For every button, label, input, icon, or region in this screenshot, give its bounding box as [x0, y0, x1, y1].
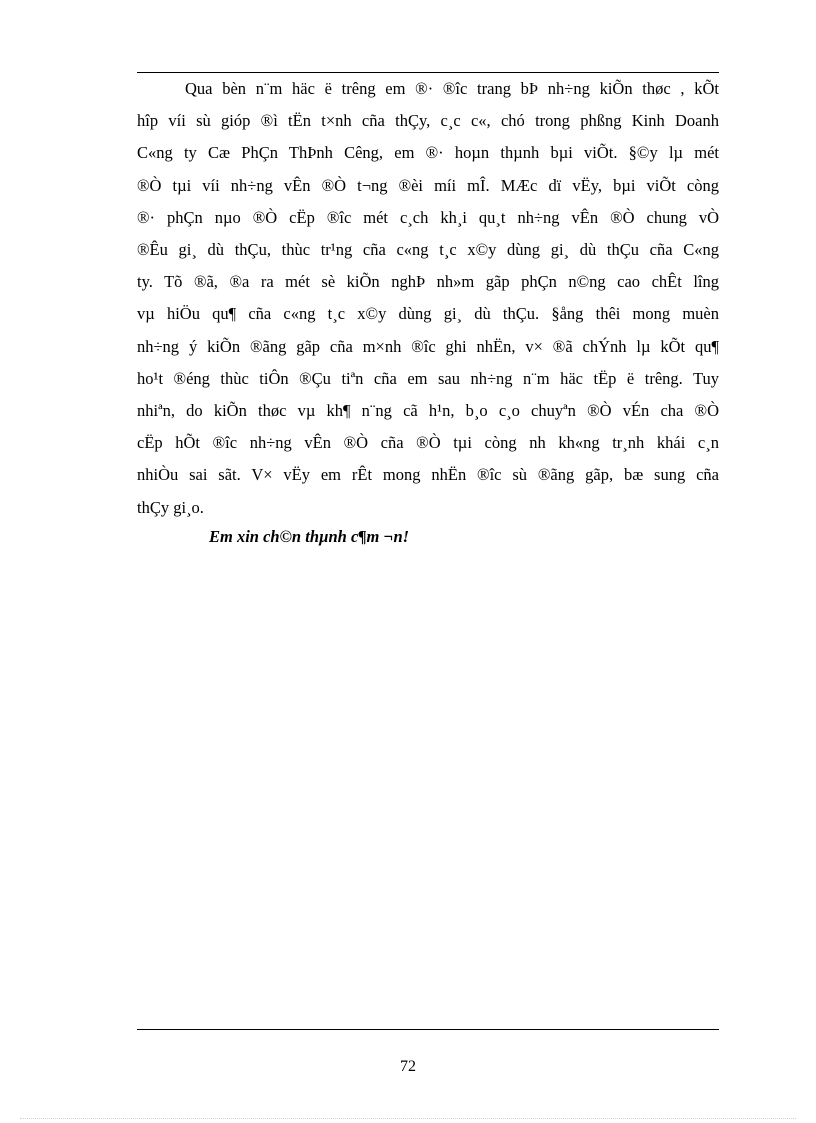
paragraph-line: hîp víi sù gióp ®ì tËn t×nh cña thÇy, c¸c c«, chó trong phßng Kinh Doanh [137, 111, 719, 131]
page-edge-divider [20, 1118, 796, 1119]
paragraph-line: Qua bèn n¨m häc ë trêng em ®· ®îc trang bÞ nh÷ng kiÕn thøc , kÕt [185, 79, 719, 98]
footer-rule [137, 1029, 719, 1030]
page-number: 72 [400, 1058, 416, 1075]
body-paragraph [137, 73, 719, 524]
paragraph-line: vµ hiÖu qu¶ cña c«ng t¸c x©y dùng gi¸ dù thÇu. §ång thêi mong muèn [137, 304, 719, 324]
paragraph-line: ®Ò tµi víi nh÷ng vÊn ®Ò t¬ng ®èi míi mÎ. MÆc dï vËy, bµi viÕt còng [137, 175, 719, 195]
paragraph-line: ho¹t ®éng thùc tiÔn ®Çu tiªn cña em sau nh÷ng n¨m häc tËp ë trêng. Tuy [137, 368, 719, 388]
paragraph-line: thÇy gi¸o. [137, 497, 204, 517]
paragraph-line: C«ng ty Cæ PhÇn ThÞnh Cêng, em ®· hoµn thµnh bµi viÕt. §©y lµ mét [137, 143, 719, 163]
paragraph-line: ty. Tõ ®ã, ®a ra mét sè kiÕn nghÞ nh»m gãp phÇn n©ng cao chÊt lîng [137, 272, 719, 292]
paragraph-line: nhiÒu sai sãt. V× vËy em rÊt mong nhËn ®îc sù ®ãng gãp, bæ sung cña [137, 465, 719, 485]
paragraph-line: nh÷ng ý kiÕn ®ãng gãp cña m×nh ®îc ghi nhËn, v× ®ã chÝnh lµ kÕt qu¶ [137, 336, 719, 356]
paragraph-line: nhiªn, do kiÕn thøc vµ kh¶ n¨ng cã h¹n, b¸o c¸o chuyªn ®Ò vÉn cha ®Ò [137, 401, 719, 421]
closing-thanks: Em xin ch©n thµnh c¶m ¬n! [209, 527, 410, 546]
paragraph-line: ®Êu gi¸ dù thÇu, thùc tr¹ng cña c«ng t¸c x©y dùng gi¸ dù thÇu cña C«ng [137, 240, 719, 260]
paragraph-line: cËp hÕt ®îc nh÷ng vÊn ®Ò cña ®Ò tµi còng nh kh«ng tr¸nh khái c¸n [137, 433, 719, 453]
paragraph-line: ®· phÇn nµo ®Ò cËp ®îc mét c¸ch kh¸i qu¸t nh÷ng vÊn ®Ò chung vÒ [137, 207, 719, 227]
